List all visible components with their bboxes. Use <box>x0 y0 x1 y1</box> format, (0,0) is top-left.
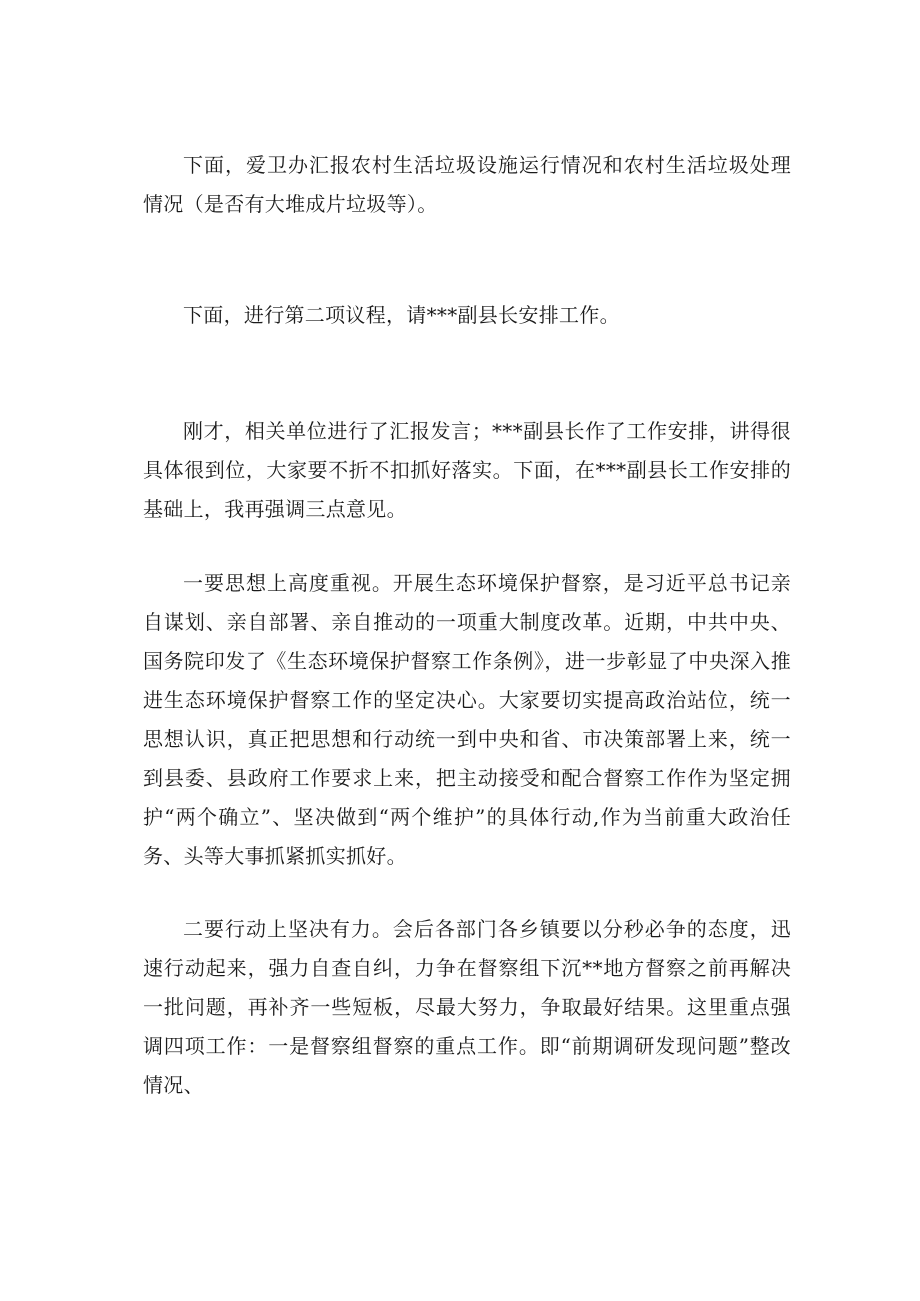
paragraph-1: 下面，爱卫办汇报农村生活垃圾设施运行情况和农村生活垃圾处理情况（是否有大堆成片垃圾等）。 <box>143 153 791 216</box>
paragraph-3: 刚才，相关单位进行了汇报发言；***副县长作了工作安排，讲得很具体很到位，大家要不折不扣抓好落实。下面，在***副县长工作安排的基础上，我再强调三点意见。 <box>143 419 791 521</box>
paragraph-5: 二要行动上坚决有力。会后各部门各乡镇要以分秒必争的态度，迅速行动起来，强力自查自纠，力争在督察组下沉**地方督察之前再解决一批问题，再补齐一些短板，尽最大努力，争取最好结果。这里重点强调四项工作：一是督察组督察的重点工作。即“前期调研发现问题”整改情况、 <box>143 917 791 1097</box>
paragraph-2: 下面，进行第二项议程，请***副县长安排工作。 <box>183 303 620 327</box>
paragraph-4: 一要思想上高度重视。开展生态环境保护督察，是习近平总书记亲自谋划、亲自部署、亲自推动的一项重大制度改革。近期，中共中央、国务院印发了《生态环境保护督察工作条例》，进一步彰显了中央深入推进生态环境保护督察工作的坚定决心。大家要切实提高政治站位，统一思想认识，真正把思想和行动统一到中央和省、市决策部署上来，统一到县委、县政府工作要求上来，把主动接受和配合督察工作作为坚定拥护“两个确立”、坚决做到“两个维护”的具体行动,作为当前重大政治任务、头等大事抓紧抓实抓好。 <box>143 571 791 868</box>
